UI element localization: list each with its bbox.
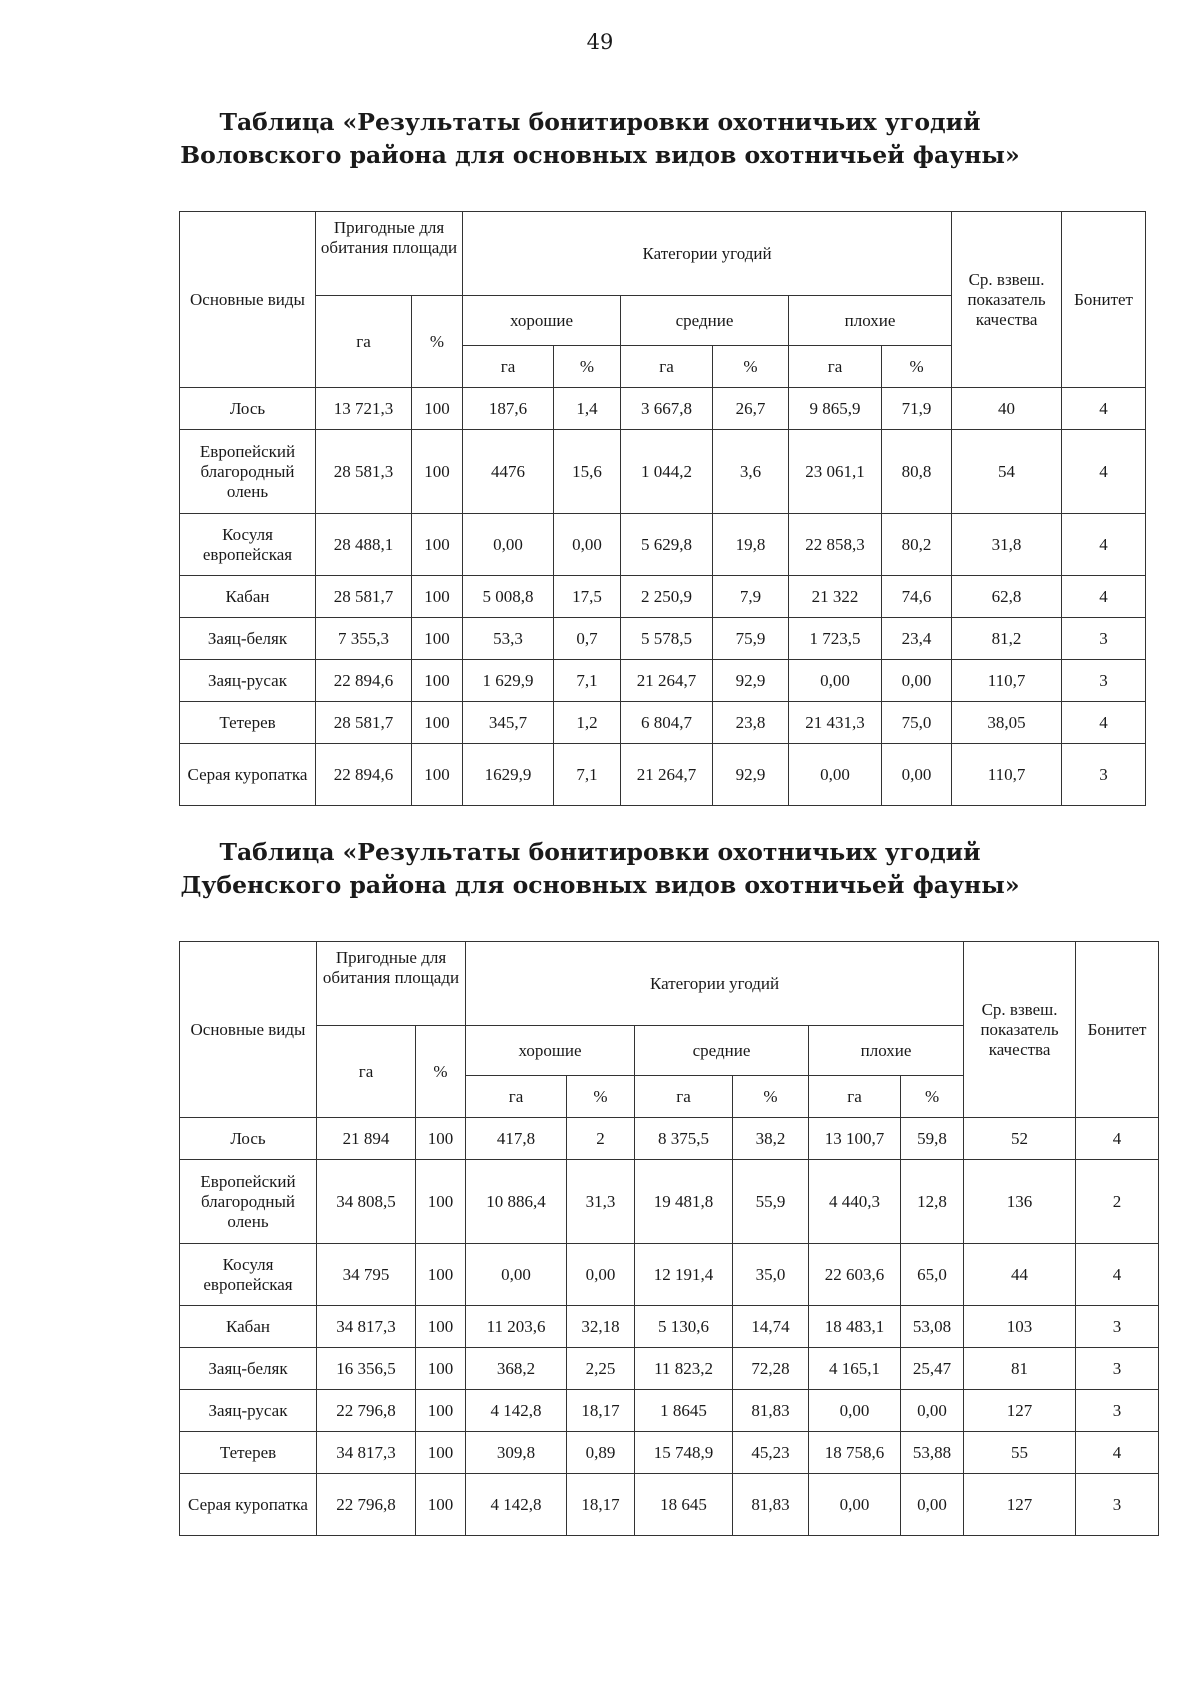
table-row	[180, 1160, 1159, 1244]
cell-good-ha: 4 142,8	[466, 1390, 567, 1432]
cell-bad-pct: 25,47	[901, 1348, 964, 1390]
header-area-pct: %	[412, 296, 463, 388]
cell-medium-pct: 14,74	[733, 1306, 809, 1348]
cell-bad-ha: 21 431,3	[789, 702, 882, 744]
cell-medium-ha: 5 629,8	[621, 514, 713, 576]
cell-bad-pct: 80,8	[882, 430, 952, 514]
cell-quality: 54	[952, 430, 1062, 514]
cell-area-pct: 100	[412, 744, 463, 806]
header-bad-pct: %	[882, 346, 952, 388]
cell-good-pct: 0,7	[554, 618, 621, 660]
table-row	[180, 1432, 1159, 1474]
cell-area-ha: 34 795	[317, 1244, 416, 1306]
cell-good-ha: 10 886,4	[466, 1160, 567, 1244]
table-row	[180, 388, 1146, 430]
cell-bad-pct: 0,00	[901, 1474, 964, 1536]
header-bonitet: Бонитет	[1062, 212, 1146, 388]
cell-good-pct: 2,25	[567, 1348, 635, 1390]
cell-bonitet: 2	[1076, 1160, 1159, 1244]
cell-bad-pct: 59,8	[901, 1118, 964, 1160]
cell-bad-ha: 0,00	[809, 1474, 901, 1536]
cell-quality: 40	[952, 388, 1062, 430]
cell-good-pct: 15,6	[554, 430, 621, 514]
cell-good-ha: 345,7	[463, 702, 554, 744]
cell-good-pct: 1,4	[554, 388, 621, 430]
cell-area-ha: 7 355,3	[316, 618, 412, 660]
header-suitable-area: Пригодные для обитания площади	[316, 212, 463, 296]
cell-bad-pct: 53,88	[901, 1432, 964, 1474]
table-row	[180, 1244, 1159, 1306]
cell-bonitet: 3	[1062, 744, 1146, 806]
cell-medium-ha: 21 264,7	[621, 744, 713, 806]
header-categories: Категории угодий	[463, 212, 952, 296]
cell-medium-ha: 2 250,9	[621, 576, 713, 618]
cell-good-pct: 7,1	[554, 660, 621, 702]
header-medium-ha: га	[635, 1076, 733, 1118]
header-good-pct: %	[554, 346, 621, 388]
cell-good-ha: 309,8	[466, 1432, 567, 1474]
cell-bad-ha: 0,00	[789, 660, 882, 702]
cell-area-pct: 100	[416, 1390, 466, 1432]
cell-medium-ha: 1 8645	[635, 1390, 733, 1432]
table-row	[180, 660, 1146, 702]
cell-bad-pct: 23,4	[882, 618, 952, 660]
table-2-title-line-2: Дубенского района для основных видов охотничьей фауны»	[180, 871, 1020, 899]
cell-good-ha: 4 142,8	[466, 1474, 567, 1536]
header-quality: Ср. взвеш. показатель качества	[952, 212, 1062, 388]
table-row	[180, 744, 1146, 806]
cell-good-ha: 5 008,8	[463, 576, 554, 618]
cell-medium-ha: 5 578,5	[621, 618, 713, 660]
header-good: хорошие	[466, 1026, 635, 1076]
cell-quality: 81	[964, 1348, 1076, 1390]
cell-area-ha: 28 581,7	[316, 576, 412, 618]
header-bad-ha: га	[809, 1076, 901, 1118]
table-2-title	[0, 836, 1200, 902]
page-number: 49	[586, 30, 614, 54]
cell-area-pct: 100	[416, 1432, 466, 1474]
cell-medium-pct: 75,9	[713, 618, 789, 660]
cell-good-ha: 417,8	[466, 1118, 567, 1160]
cell-area-ha: 16 356,5	[317, 1348, 416, 1390]
table-row	[180, 430, 1146, 514]
cell-bad-ha: 0,00	[789, 744, 882, 806]
cell-area-ha: 28 488,1	[316, 514, 412, 576]
cell-good-pct: 31,3	[567, 1160, 635, 1244]
cell-quality: 127	[964, 1390, 1076, 1432]
cell-medium-ha: 18 645	[635, 1474, 733, 1536]
header-categories: Категории угодий	[466, 942, 964, 1026]
cell-species: Серая куропатка	[180, 744, 316, 806]
cell-bonitet: 3	[1062, 660, 1146, 702]
cell-bonitet: 4	[1076, 1118, 1159, 1160]
cell-area-ha: 28 581,3	[316, 430, 412, 514]
cell-area-ha: 22 894,6	[316, 744, 412, 806]
cell-bad-ha: 4 165,1	[809, 1348, 901, 1390]
header-medium-ha: га	[621, 346, 713, 388]
cell-good-ha: 4476	[463, 430, 554, 514]
cell-good-ha: 1 629,9	[463, 660, 554, 702]
cell-bad-ha: 21 322	[789, 576, 882, 618]
table-row	[180, 1118, 1159, 1160]
cell-area-pct: 100	[412, 618, 463, 660]
cell-species: Лось	[180, 388, 316, 430]
cell-bad-pct: 75,0	[882, 702, 952, 744]
cell-area-ha: 13 721,3	[316, 388, 412, 430]
cell-bonitet: 4	[1062, 514, 1146, 576]
cell-quality: 81,2	[952, 618, 1062, 660]
header-area-ha: га	[316, 296, 412, 388]
cell-good-ha: 11 203,6	[466, 1306, 567, 1348]
cell-medium-pct: 23,8	[713, 702, 789, 744]
header-medium-pct: %	[733, 1076, 809, 1118]
table-row	[180, 618, 1146, 660]
header-quality: Ср. взвеш. показатель качества	[964, 942, 1076, 1118]
cell-area-ha: 34 817,3	[317, 1432, 416, 1474]
cell-area-pct: 100	[416, 1474, 466, 1536]
cell-good-ha: 1629,9	[463, 744, 554, 806]
cell-bad-ha: 4 440,3	[809, 1160, 901, 1244]
cell-medium-pct: 45,23	[733, 1432, 809, 1474]
cell-area-pct: 100	[412, 576, 463, 618]
cell-good-ha: 187,6	[463, 388, 554, 430]
cell-area-ha: 34 817,3	[317, 1306, 416, 1348]
cell-bad-pct: 12,8	[901, 1160, 964, 1244]
cell-quality: 110,7	[952, 744, 1062, 806]
header-bad: плохие	[789, 296, 952, 346]
table-row	[180, 1348, 1159, 1390]
cell-bad-ha: 1 723,5	[789, 618, 882, 660]
cell-good-pct: 0,89	[567, 1432, 635, 1474]
cell-good-pct: 32,18	[567, 1306, 635, 1348]
header-good: хорошие	[463, 296, 621, 346]
cell-area-ha: 28 581,7	[316, 702, 412, 744]
cell-good-ha: 368,2	[466, 1348, 567, 1390]
cell-bad-ha: 0,00	[809, 1390, 901, 1432]
cell-medium-ha: 11 823,2	[635, 1348, 733, 1390]
table-1-title	[0, 106, 1200, 172]
cell-bad-ha: 18 483,1	[809, 1306, 901, 1348]
cell-medium-ha: 15 748,9	[635, 1432, 733, 1474]
cell-species: Серая куропатка	[180, 1474, 317, 1536]
cell-bad-ha: 22 603,6	[809, 1244, 901, 1306]
cell-medium-pct: 81,83	[733, 1474, 809, 1536]
cell-good-pct: 2	[567, 1118, 635, 1160]
cell-bad-pct: 0,00	[882, 660, 952, 702]
header-medium-pct: %	[713, 346, 789, 388]
cell-species: Кабан	[180, 1306, 317, 1348]
cell-area-pct: 100	[416, 1348, 466, 1390]
cell-bad-pct: 74,6	[882, 576, 952, 618]
cell-medium-ha: 21 264,7	[621, 660, 713, 702]
cell-species: Лось	[180, 1118, 317, 1160]
cell-bad-ha: 23 061,1	[789, 430, 882, 514]
table-1-title-line-2: Воловского района для основных видов охотничьей фауны»	[180, 141, 1020, 169]
cell-good-pct: 1,2	[554, 702, 621, 744]
cell-bonitet: 3	[1076, 1348, 1159, 1390]
table-row	[180, 702, 1146, 744]
cell-bad-pct: 53,08	[901, 1306, 964, 1348]
table-row	[180, 514, 1146, 576]
cell-medium-pct: 72,28	[733, 1348, 809, 1390]
cell-medium-ha: 6 804,7	[621, 702, 713, 744]
table-row	[180, 1390, 1159, 1432]
header-good-ha: га	[466, 1076, 567, 1118]
table-row	[180, 1306, 1159, 1348]
cell-bad-ha: 22 858,3	[789, 514, 882, 576]
cell-area-pct: 100	[412, 388, 463, 430]
cell-bad-pct: 71,9	[882, 388, 952, 430]
header-good-pct: %	[567, 1076, 635, 1118]
cell-area-pct: 100	[416, 1160, 466, 1244]
table-2-body	[180, 1118, 1159, 1536]
cell-bad-ha: 9 865,9	[789, 388, 882, 430]
table-1	[179, 211, 1146, 806]
cell-medium-pct: 7,9	[713, 576, 789, 618]
cell-quality: 55	[964, 1432, 1076, 1474]
cell-quality: 52	[964, 1118, 1076, 1160]
cell-medium-ha: 1 044,2	[621, 430, 713, 514]
cell-species: Европейский благородный олень	[180, 430, 316, 514]
cell-good-pct: 18,17	[567, 1390, 635, 1432]
cell-bad-pct: 65,0	[901, 1244, 964, 1306]
cell-medium-pct: 55,9	[733, 1160, 809, 1244]
cell-area-pct: 100	[412, 660, 463, 702]
cell-area-ha: 22 894,6	[316, 660, 412, 702]
cell-area-ha: 34 808,5	[317, 1160, 416, 1244]
cell-good-pct: 17,5	[554, 576, 621, 618]
cell-quality: 110,7	[952, 660, 1062, 702]
cell-medium-ha: 19 481,8	[635, 1160, 733, 1244]
header-bad-pct: %	[901, 1076, 964, 1118]
cell-area-ha: 22 796,8	[317, 1474, 416, 1536]
cell-good-ha: 0,00	[466, 1244, 567, 1306]
cell-species: Заяц-русак	[180, 1390, 317, 1432]
cell-area-pct: 100	[412, 514, 463, 576]
cell-good-ha: 53,3	[463, 618, 554, 660]
header-species: Основные виды	[180, 212, 316, 388]
cell-bad-pct: 0,00	[901, 1390, 964, 1432]
cell-good-ha: 0,00	[463, 514, 554, 576]
table-1-title-line-1: Таблица «Результаты бонитировки охотничьих угодий	[219, 108, 981, 136]
cell-bonitet: 4	[1062, 430, 1146, 514]
cell-medium-ha: 12 191,4	[635, 1244, 733, 1306]
cell-medium-pct: 92,9	[713, 660, 789, 702]
cell-quality: 103	[964, 1306, 1076, 1348]
cell-quality: 62,8	[952, 576, 1062, 618]
cell-species: Европейский благородный олень	[180, 1160, 317, 1244]
cell-quality: 31,8	[952, 514, 1062, 576]
cell-area-pct: 100	[416, 1118, 466, 1160]
cell-medium-pct: 38,2	[733, 1118, 809, 1160]
table-row	[180, 576, 1146, 618]
cell-bonitet: 4	[1076, 1244, 1159, 1306]
cell-bonitet: 4	[1076, 1432, 1159, 1474]
cell-area-pct: 100	[412, 702, 463, 744]
header-suitable-area: Пригодные для обитания площади	[317, 942, 466, 1026]
header-area-ha: га	[317, 1026, 416, 1118]
cell-species: Тетерев	[180, 702, 316, 744]
cell-quality: 44	[964, 1244, 1076, 1306]
cell-bonitet: 4	[1062, 702, 1146, 744]
header-area-pct: %	[416, 1026, 466, 1118]
cell-area-ha: 22 796,8	[317, 1390, 416, 1432]
cell-area-pct: 100	[416, 1306, 466, 1348]
cell-species: Кабан	[180, 576, 316, 618]
cell-medium-ha: 3 667,8	[621, 388, 713, 430]
cell-species: Заяц-русак	[180, 660, 316, 702]
cell-bonitet: 4	[1062, 388, 1146, 430]
cell-species: Заяц-беляк	[180, 618, 316, 660]
header-bonitet: Бонитет	[1076, 942, 1159, 1118]
header-bad: плохие	[809, 1026, 964, 1076]
cell-bad-pct: 80,2	[882, 514, 952, 576]
cell-area-ha: 21 894	[317, 1118, 416, 1160]
cell-bad-ha: 18 758,6	[809, 1432, 901, 1474]
table-row	[180, 1474, 1159, 1536]
cell-species: Заяц-беляк	[180, 1348, 317, 1390]
cell-good-pct: 0,00	[567, 1244, 635, 1306]
cell-bonitet: 3	[1076, 1474, 1159, 1536]
cell-area-pct: 100	[412, 430, 463, 514]
cell-medium-ha: 8 375,5	[635, 1118, 733, 1160]
cell-medium-ha: 5 130,6	[635, 1306, 733, 1348]
cell-good-pct: 0,00	[554, 514, 621, 576]
table-1-body	[180, 388, 1146, 806]
cell-species: Тетерев	[180, 1432, 317, 1474]
cell-good-pct: 18,17	[567, 1474, 635, 1536]
header-species: Основные виды	[180, 942, 317, 1118]
header-bad-ha: га	[789, 346, 882, 388]
cell-medium-pct: 81,83	[733, 1390, 809, 1432]
cell-bad-pct: 0,00	[882, 744, 952, 806]
cell-bonitet: 3	[1062, 618, 1146, 660]
cell-bonitet: 4	[1062, 576, 1146, 618]
cell-medium-pct: 3,6	[713, 430, 789, 514]
table-2	[179, 941, 1159, 1536]
table-2-title-line-1: Таблица «Результаты бонитировки охотничьих угодий	[219, 838, 981, 866]
header-medium: средние	[621, 296, 789, 346]
cell-area-pct: 100	[416, 1244, 466, 1306]
cell-quality: 136	[964, 1160, 1076, 1244]
cell-medium-pct: 35,0	[733, 1244, 809, 1306]
cell-medium-pct: 92,9	[713, 744, 789, 806]
cell-quality: 38,05	[952, 702, 1062, 744]
cell-bad-ha: 13 100,7	[809, 1118, 901, 1160]
cell-medium-pct: 26,7	[713, 388, 789, 430]
cell-species: Косуля европейская	[180, 1244, 317, 1306]
header-good-ha: га	[463, 346, 554, 388]
cell-bonitet: 3	[1076, 1390, 1159, 1432]
header-medium: средние	[635, 1026, 809, 1076]
cell-medium-pct: 19,8	[713, 514, 789, 576]
cell-species: Косуля европейская	[180, 514, 316, 576]
cell-quality: 127	[964, 1474, 1076, 1536]
cell-bonitet: 3	[1076, 1306, 1159, 1348]
cell-good-pct: 7,1	[554, 744, 621, 806]
